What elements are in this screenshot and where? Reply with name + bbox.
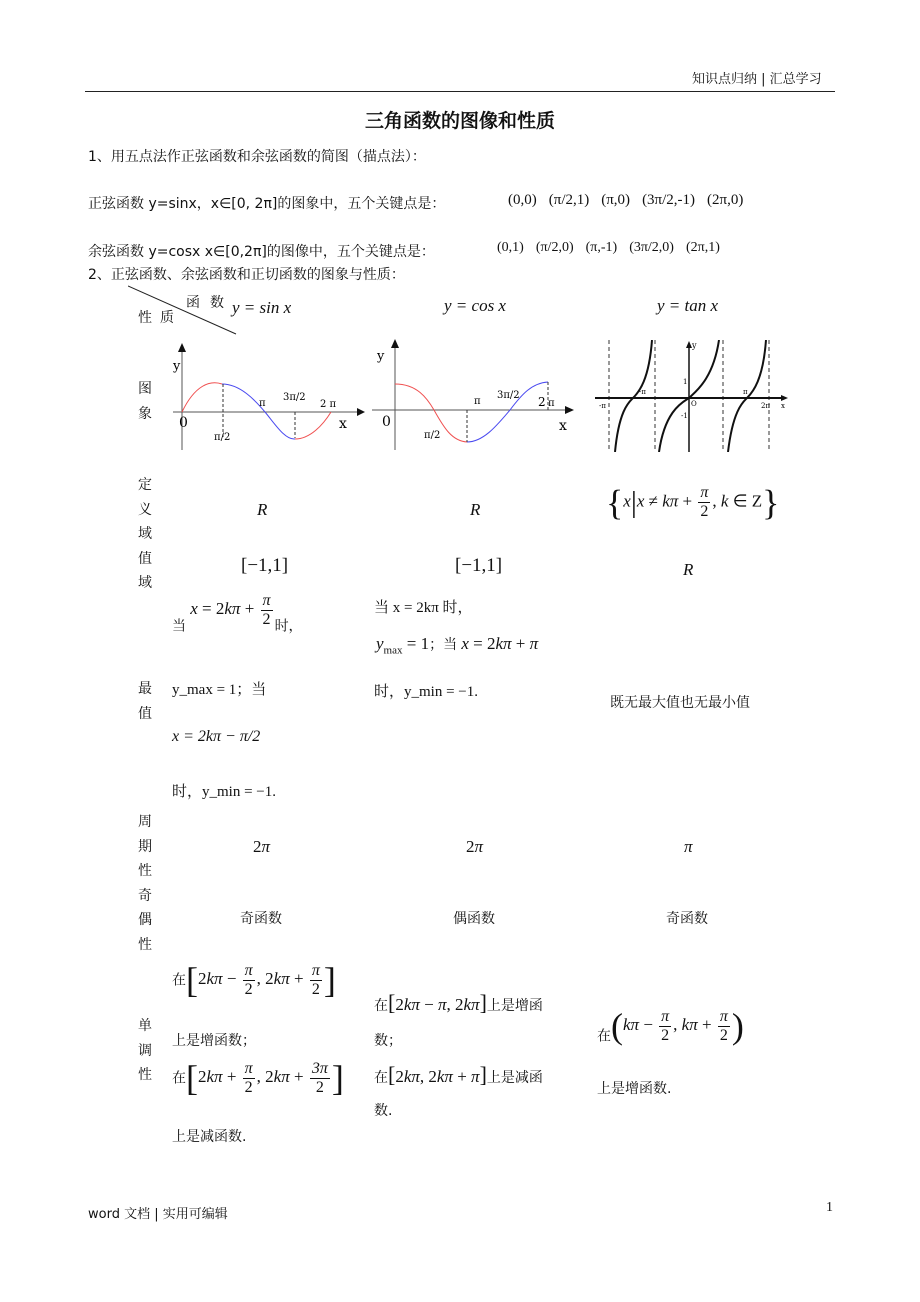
mono-tan: 在(kπ − $\frac{\pi}{2}$ , kπ + $\frac{\pi}{2}$ ): [597, 1006, 744, 1047]
parity-tan: 奇函数: [666, 911, 708, 927]
period-tan: π: [684, 837, 693, 856]
sin-point: (π/2,1): [548, 192, 590, 208]
svg-text:y: y: [692, 341, 697, 350]
cos-label-three-pi-half: 3π/2: [497, 390, 520, 401]
range-sin: [−1,1]: [241, 555, 289, 576]
row-label-period-parity: 周期性奇偶性: [138, 814, 152, 953]
header-text: 知识点归纳 | 汇总学习: [692, 72, 822, 87]
svg-text:x: x: [559, 418, 567, 434]
svg-text:y: y: [377, 349, 385, 364]
y-arrow-icon: [178, 343, 186, 352]
row-label-domain-range: 定义域值域: [138, 477, 152, 591]
parity-cos: 偶函数: [453, 911, 495, 927]
col-header-sin: y = sin x: [232, 298, 292, 317]
svg-text:-π: -π: [639, 388, 646, 396]
svg-text:2π: 2π: [761, 402, 771, 410]
svg-text:-π: -π: [599, 402, 606, 410]
extrema-tan: 既无最大值也无最小值: [610, 695, 750, 711]
svg-text:0: 0: [179, 415, 188, 431]
svg-text:-1: -1: [681, 412, 688, 420]
cos-point: (0,1): [497, 240, 524, 255]
mono-sin-inc: 在[2kπ − $\frac{\pi}{2}$ , 2kπ + $\frac{\pi}{2}$ ]: [172, 960, 336, 1001]
svg-text:O: O: [691, 400, 697, 408]
extrema-sin-line4: 时，y_min = −1.: [172, 784, 277, 800]
sin-point: (π,0): [601, 192, 631, 208]
cos-point: (2π,1): [685, 240, 720, 255]
sin-label-three-pi-half: 3π/2: [283, 392, 306, 403]
row-label-monotonic: 单调性: [138, 1018, 152, 1083]
extrema-cos-line3: 时，y_min = −1.: [374, 684, 479, 700]
section2-heading: 2、正弦函数、余弦函数和正切函数的图象与性质：: [88, 267, 405, 283]
mono-tan-text: 上是增函数.: [597, 1081, 672, 1097]
extrema-sin-line3: x = 2kπ − π/2: [172, 728, 261, 745]
cos-point: (π/2,0): [535, 240, 574, 255]
svg-text:π: π: [259, 398, 266, 409]
svg-text:y: y: [173, 359, 181, 374]
svg-text:x: x: [781, 402, 785, 410]
svg-text:x: x: [339, 416, 347, 432]
row-label-extrema: 最值: [138, 681, 152, 722]
domain-cos: R: [470, 500, 481, 519]
header-rule: [85, 91, 835, 92]
cos-point: (3π/2,0): [629, 240, 674, 255]
x-arrow-icon: [357, 408, 365, 416]
cos-point: (π,-1): [585, 240, 618, 255]
range-tan: R: [683, 560, 694, 579]
mono-cos-inc-end: 数；: [374, 1033, 402, 1049]
sin-label-pi-half: π/2: [214, 432, 231, 443]
cos-keypoints: [497, 240, 720, 256]
extrema-sin-line1: 当 x = 2kπ + $\frac{\pi}{2}$ 时，: [172, 592, 303, 635]
period-sin: 2π: [253, 837, 271, 856]
svg-text:2 π: 2 π: [320, 399, 337, 410]
mono-sin-dec-text: 上是减函数.: [172, 1129, 247, 1145]
mono-cos-dec: 在[2kπ, 2kπ + π]上是减函: [374, 1062, 543, 1087]
domain-sin: R: [257, 500, 268, 519]
svg-text:1: 1: [683, 378, 688, 386]
corner-function: 函数: [186, 295, 234, 311]
extrema-cos-line1: 当 x = 2kπ 时，: [374, 600, 473, 616]
page-title: 三角函数的图像和性质: [364, 110, 555, 132]
mono-cos-dec-end: 数.: [374, 1103, 393, 1119]
extrema-cos-line2: $y_{max} = 1$；当 x = 2kπ + π: [376, 634, 539, 657]
svg-text:π: π: [474, 396, 481, 407]
svg-text:2: 2: [538, 395, 546, 409]
row-label-graph: 图象: [138, 381, 152, 422]
mono-sin-dec: 在[2kπ + $\frac{\pi}{2}$ , 2kπ + $\frac{3\pi}{2}$ ]: [172, 1058, 344, 1099]
range-cos: [−1,1]: [455, 555, 503, 576]
cos-label-pi-half: π/2: [424, 430, 441, 441]
cos-keypoints-text: 余弦函数 y=cosx x∈[0,2π]的图像中，五个关键点是：: [88, 244, 435, 260]
mono-cos-inc: 在[2kπ − π, 2kπ]上是增函: [374, 990, 543, 1015]
sin-graph: [165, 340, 365, 452]
sin-keypoints-text: 正弦函数 y=sinx，x∈[0, 2π]的图象中，五个关键点是：: [88, 196, 446, 212]
x-arrow-icon: [565, 406, 574, 414]
sin-keypoints: [508, 192, 743, 209]
svg-text:π: π: [548, 398, 555, 409]
y-arrow-icon: [391, 339, 399, 348]
domain-tan: {x|x ≠ kπ + $\frac{\pi}{2}$ , k ∈ Z}: [606, 482, 780, 523]
extrema-sin-line2: y_max = 1；当: [172, 682, 267, 698]
parity-sin: 奇函数: [240, 911, 282, 927]
col-header-tan: y = tan x: [657, 296, 719, 315]
sin-point: (3π/2,-1): [642, 192, 696, 208]
sin-point: (0,0): [508, 192, 537, 208]
corner-label-top: [186, 292, 234, 312]
tan-graph: [595, 340, 790, 452]
mono-sin-inc-text: 上是增函数；: [172, 1033, 256, 1049]
cos-graph: [372, 338, 582, 453]
col-header-cos: y = cos x: [444, 296, 506, 315]
footer-text: word 文档 | 实用可编辑: [88, 1207, 228, 1222]
svg-text:0: 0: [382, 414, 391, 430]
corner-label-bottom: 性质: [138, 310, 182, 326]
section1-heading: 1、用五点法作正弦函数和余弦函数的简图（描点法）：: [88, 149, 426, 165]
sin-point: (2π,0): [707, 192, 744, 208]
svg-text:π: π: [743, 388, 748, 396]
period-cos: 2π: [466, 837, 484, 856]
page-number: 1: [826, 1200, 833, 1215]
